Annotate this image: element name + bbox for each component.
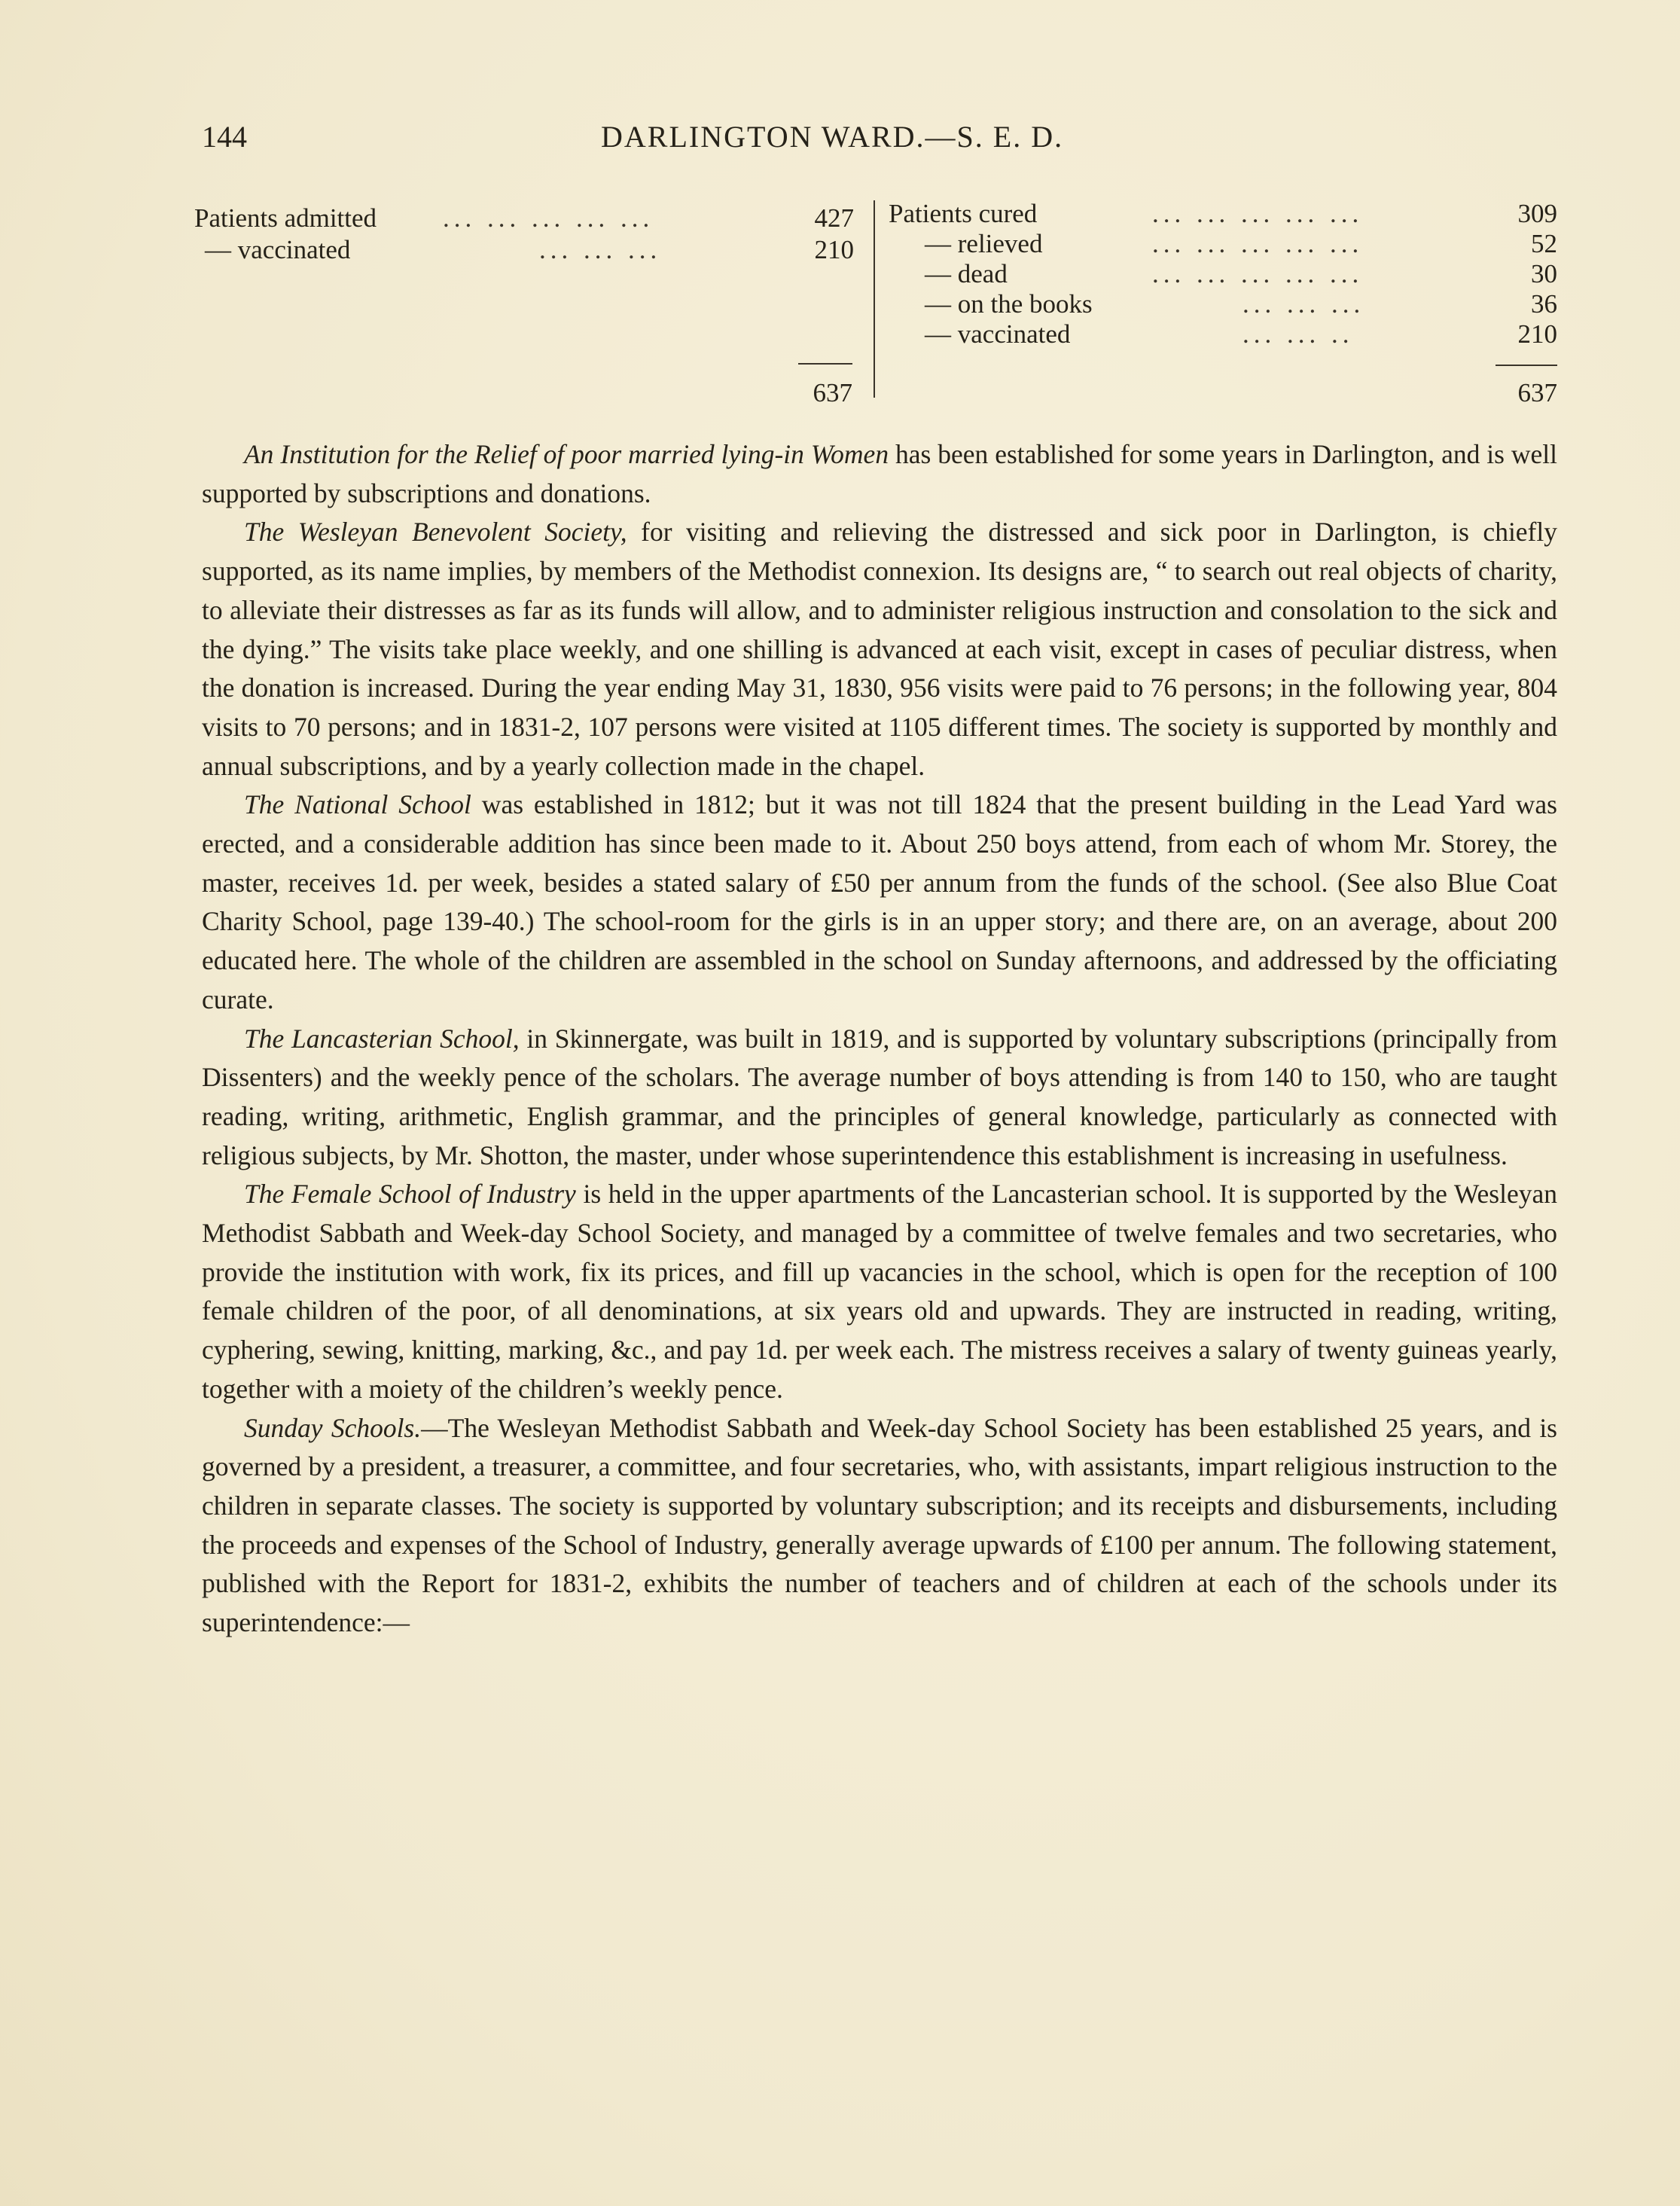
- leader-dots: ... ... ... ... ...: [1152, 259, 1364, 288]
- stat-row: [880, 289, 1557, 319]
- leader-dots: ... ... ... ... ...: [1152, 229, 1364, 258]
- paragraph-text: was established in 1812; but it was not till 1824 that the present building in the Lead Yard was erected, and a considerable addition has since been made to it. About 250 boys attend, from each of whom Mr. Storey, the master, receives 1d. per week, besides a stated salary of £50 per annum from the funds of the school. (See also Blue Coat Charity School, page 139-40.) The school-room for the girls is in an upper story; and there are, on an average, about 200 educated here. The whole of the children are assembled in the school on Sunday afternoons, and addressed by the officiating curate.: [202, 789, 1557, 1015]
- stat-row: [880, 229, 1557, 259]
- stat-label: — vaccinated: [925, 319, 1071, 349]
- paragraph-lead: The Female School of Industry: [244, 1179, 576, 1210]
- left-total: 637: [813, 378, 852, 407]
- stat-row: [194, 203, 854, 233]
- paragraph-lancasterian-school: [202, 1020, 1557, 1176]
- sum-rule: [1496, 365, 1557, 366]
- body-text: [202, 435, 1557, 1643]
- paragraph-national-school: [202, 786, 1557, 1019]
- stat-value: 36: [1531, 289, 1557, 319]
- paragraph-lying-in-institution: [202, 435, 1557, 513]
- leader-dots: ... ... ...: [1242, 289, 1365, 319]
- stat-row: [194, 235, 854, 265]
- right-total: 637: [1517, 378, 1557, 407]
- outcomes-column: [880, 197, 1557, 416]
- stat-label: Patients admitted: [194, 203, 377, 233]
- stat-label: — dead: [925, 259, 1008, 288]
- paragraph-lead: The National School: [244, 789, 471, 820]
- leader-dots: ... ... ... ... ...: [443, 203, 654, 233]
- stat-row: [880, 199, 1557, 229]
- paragraph-lead: The Wesleyan Benevolent Society,: [244, 517, 627, 548]
- paragraph-lead: Sunday Schools.: [244, 1412, 422, 1443]
- page-header: [202, 119, 1557, 164]
- stat-label: — on the books: [925, 289, 1093, 319]
- paragraph-text: —The Wesleyan Methodist Sabbath and Week-day School Society has been established 25 years, and is governed by a president, a treasurer, a committee, and four secretaries, who, with assistants, impart religious instruction to the children in separate classes. The society is supported by voluntary subscription; and its receipts and disbursements, including the proceeds and expenses of the School of Industry, generally average upwards of £100 per annum. The following statement, published with the Report for 1831-2, exhibits the number of teachers and of children at each of the schools under its superintendence:—: [202, 1412, 1557, 1638]
- stat-label: — vaccinated: [205, 235, 351, 264]
- patients-statistics: [194, 197, 1557, 416]
- running-title: DARLINGTON WARD.—S. E. D.: [601, 120, 1064, 154]
- paragraph-text: for visiting and relieving the distressed and sick poor in Darlington, is chiefly supported, as its name implies, by members of the Methodist connexion. Its designs are, “ to search out real objects of charity, to alleviate their distresses as far as its funds will allow, and to administer religious instruction and consolation to the sick and the dying.” The visits take place weekly, and one shilling is advanced at each visit, except in cases of peculiar distress, when the donation is increased. During the year ending May 31, 1830, 956 visits were paid to 76 persons; in the following year, 804 visits to 70 persons; and in 1831-2, 107 persons were visited at 1105 different times. The society is supported by monthly and annual subscriptions, and by a yearly collection made in the chapel.: [202, 517, 1557, 781]
- sum-rule: [798, 363, 852, 365]
- stat-label: — relieved: [925, 229, 1043, 258]
- paragraph-wesleyan-society: [202, 513, 1557, 786]
- page-number: 144: [202, 120, 247, 154]
- stat-value: 210: [1517, 319, 1557, 349]
- paragraph-lead: An Institution for the Relief of poor married lying-in Women: [244, 439, 889, 469]
- stat-label: Patients cured: [889, 199, 1038, 228]
- leader-dots: ... ... ... ... ...: [1152, 199, 1364, 228]
- leader-dots: ... ... ..: [1242, 319, 1354, 349]
- stat-row: [880, 259, 1557, 289]
- paragraph-lead: The Lancasterian School,: [244, 1023, 520, 1054]
- admissions-column: [194, 197, 854, 416]
- stat-value: 309: [1517, 199, 1557, 228]
- stat-value: 52: [1531, 229, 1557, 258]
- paragraph-text: in Skinnergate, was built in 1819, and is supported by voluntary subscriptions (principally from Dissenters) and the weekly pence of the scholars. The average number of boys attending is from 140 to 150, who are taught reading, writing, arithmetic, English grammar, and the principles of general knowledge, particularly as connected with religious subjects, by Mr. Shotton, the master, under whose superintendence this establishment is increasing in usefulness.: [202, 1023, 1557, 1170]
- stat-value: 427: [814, 203, 854, 233]
- stat-value: 30: [1531, 259, 1557, 288]
- paragraph-sunday-schools: [202, 1409, 1557, 1643]
- paragraph-female-school: [202, 1175, 1557, 1408]
- stat-value: 210: [814, 235, 854, 264]
- stat-row: [880, 319, 1557, 349]
- leader-dots: ... ... ...: [539, 235, 662, 264]
- column-divider: [874, 200, 875, 398]
- paragraph-text: has been established for some years in Darlington, and is well supported by subscriptions and donations.: [202, 439, 1557, 508]
- paragraph-text: is held in the upper apartments of the Lancasterian school. It is supported by the Wesleyan Methodist Sabbath and Week-day School Society, and managed by a committee of twelve females and two secretaries, who provide the institution with work, fix its prices, and fill up vacancies in the school, which is open for the reception of 100 female children of the poor, of all denominations, at six years old and upwards. They are instructed in reading, writing, cyphering, sewing, knitting, marking, &c., and pay 1d. per week each. The mistress receives a salary of twenty guineas yearly, together with a moiety of the children’s weekly pence.: [202, 1179, 1557, 1404]
